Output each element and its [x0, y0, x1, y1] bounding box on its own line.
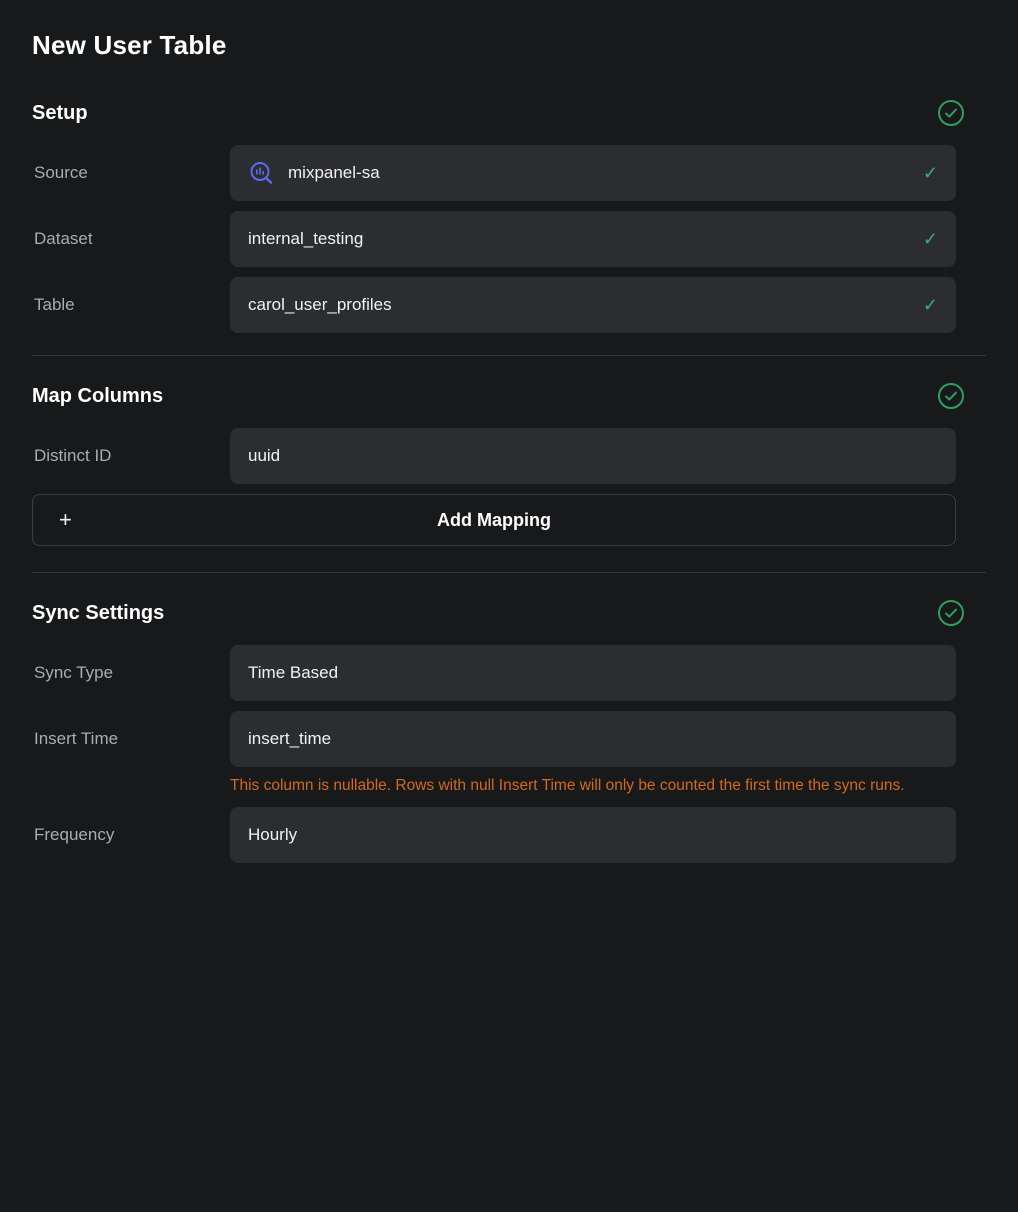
dataset-valid-icon: ✓ [922, 229, 938, 249]
check-circle-icon [938, 383, 964, 409]
dataset-value: internal_testing [248, 229, 364, 248]
sync-type-value: Time Based [248, 663, 339, 682]
distinct-id-value: uuid [248, 446, 281, 465]
table-value: carol_user_profiles [248, 295, 392, 314]
mixpanel-source-icon [248, 160, 274, 186]
row-insert-time-field-wrap [230, 711, 956, 797]
row-insert-time [32, 711, 986, 797]
section-map-columns-title: Map Columns [32, 384, 164, 407]
divider-2 [32, 572, 986, 573]
table-select[interactable] [230, 277, 956, 333]
row-distinct-id-field-wrap [230, 428, 956, 484]
page-title: New User Table [32, 30, 227, 60]
plus-icon: + [59, 507, 72, 532]
row-dataset [32, 211, 986, 267]
row-insert-time-label: Insert Time [34, 729, 119, 748]
table-valid-icon: ✓ [922, 295, 938, 315]
distinct-id-select[interactable] [230, 428, 956, 484]
insert-time-select[interactable] [230, 711, 956, 767]
sync-settings-rows [32, 645, 986, 863]
row-table [32, 277, 986, 333]
section-sync-settings [32, 591, 986, 863]
row-frequency-field-wrap [230, 807, 956, 863]
add-mapping-button[interactable] [32, 494, 956, 546]
add-mapping-label: Add Mapping [437, 509, 551, 530]
section-setup-title: Setup [32, 101, 88, 124]
map-columns-rows [32, 428, 986, 546]
divider-1 [32, 355, 986, 356]
sync-type-select[interactable] [230, 645, 956, 701]
row-frequency [32, 807, 986, 863]
row-table-label: Table [34, 295, 75, 314]
section-setup-header [32, 91, 986, 135]
row-sync-type-label: Sync Type [34, 663, 114, 682]
insert-time-note: This column is nullable. Rows with null Insert Time will only be counted the first time the sync runs. [230, 777, 905, 794]
section-map-columns [32, 374, 986, 546]
row-distinct-id-label: Distinct ID [34, 446, 112, 465]
check-circle-icon [938, 100, 964, 126]
frequency-select[interactable] [230, 807, 956, 863]
row-source-label: Source [34, 163, 88, 182]
section-setup [32, 91, 986, 333]
row-table-field-wrap [230, 277, 956, 333]
row-sync-type-field-wrap [230, 645, 956, 701]
row-distinct-id [32, 428, 986, 484]
row-dataset-field-wrap [230, 211, 956, 267]
row-frequency-label: Frequency [34, 825, 115, 845]
frequency-value: Hourly [248, 825, 298, 845]
section-map-columns-header [32, 374, 986, 418]
section-sync-settings-title: Sync Settings [32, 601, 165, 624]
row-sync-type [32, 645, 986, 701]
setup-rows [32, 145, 986, 333]
row-source-field-wrap [230, 145, 956, 201]
row-source [32, 145, 986, 201]
source-select[interactable] [230, 145, 956, 201]
source-valid-icon: ✓ [922, 163, 938, 183]
insert-time-value: insert_time [248, 729, 332, 748]
check-circle-icon [938, 600, 964, 626]
row-dataset-label: Dataset [34, 229, 93, 248]
dataset-select[interactable] [230, 211, 956, 267]
section-sync-settings-header [32, 591, 986, 635]
source-value: mixpanel-sa [288, 163, 380, 182]
